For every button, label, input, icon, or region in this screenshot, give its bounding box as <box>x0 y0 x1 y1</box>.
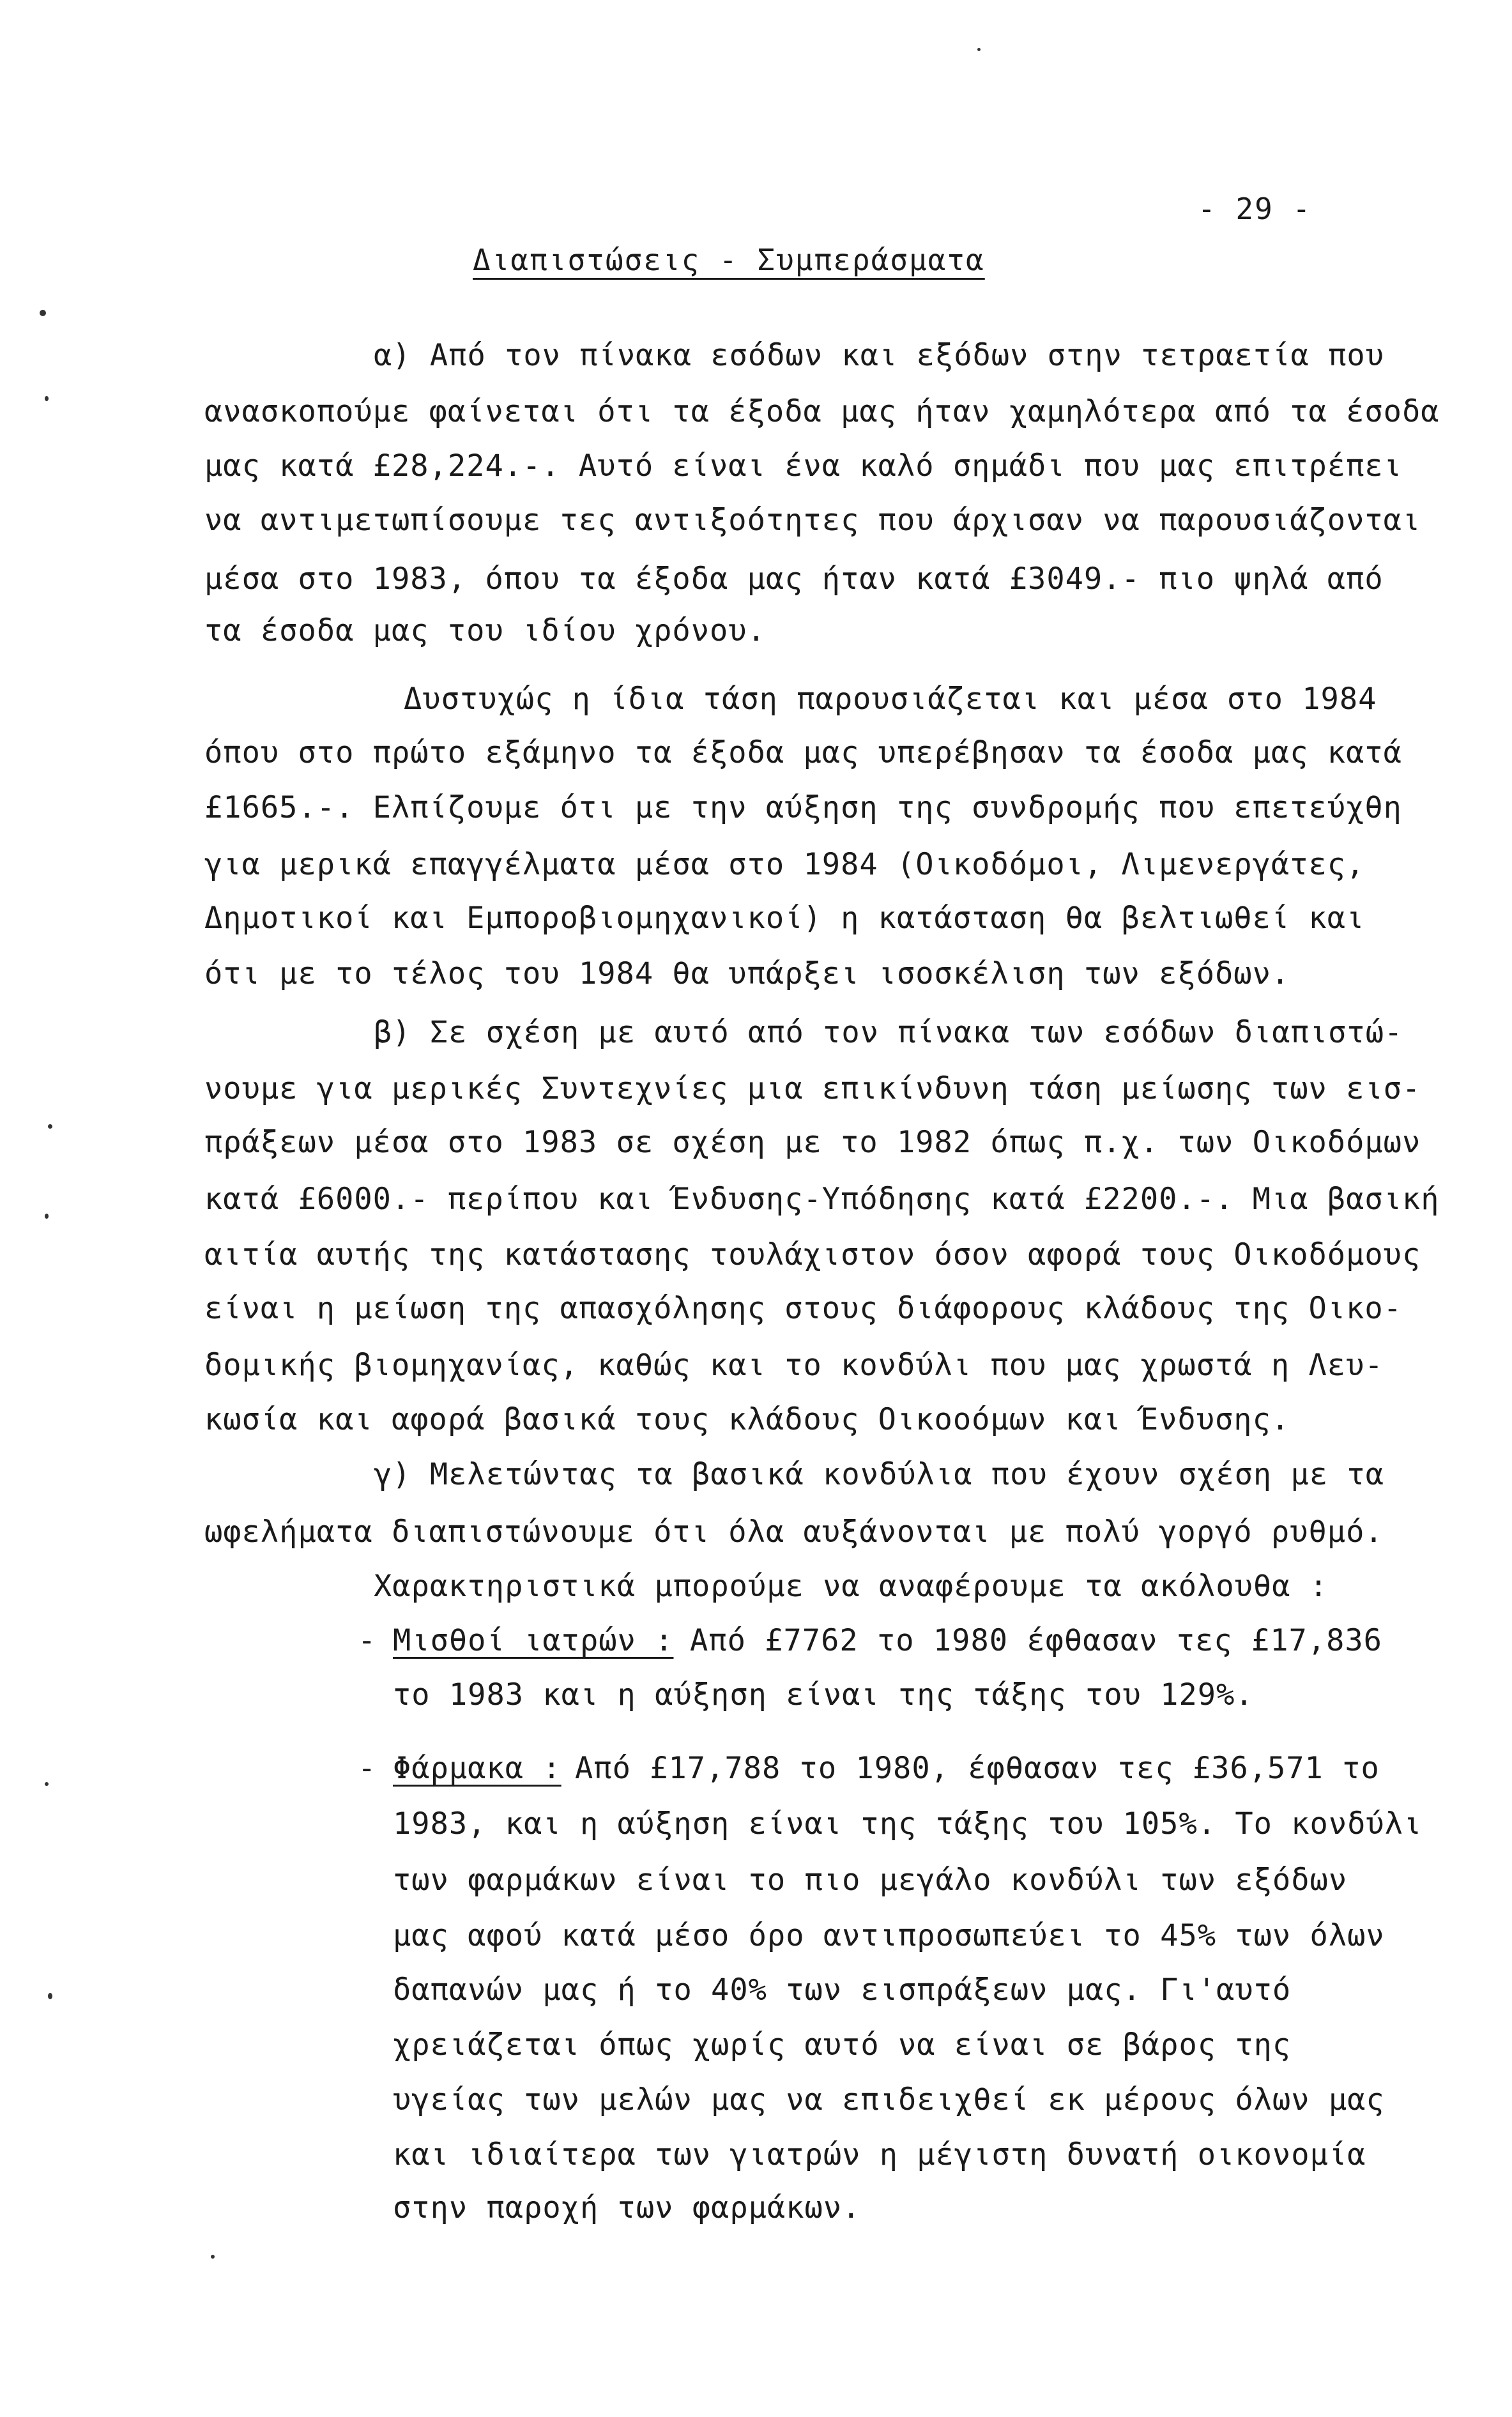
page-number: - 29 - <box>1198 192 1312 226</box>
bullet-line: και ιδιαίτερα των γιατρών η μέγιστη δυνατή οικονομία <box>393 2137 1366 2172</box>
scan-speck <box>45 396 49 401</box>
bullet-line: υγείας των μελών μας να επιδειχθεί εκ μέρους όλων μας <box>393 2082 1385 2117</box>
paragraph-line: νουμε για μερικές Συντεχνίες μια επικίνδυνη τάση μείωσης των εισ- <box>204 1071 1421 1106</box>
scan-speck <box>211 2255 215 2259</box>
paragraph-line: ανασκοπούμε φαίνεται ότι τα έξοδα μας ήταν χαμηλότερα από τα έσοδα <box>204 394 1440 429</box>
bullet-line: των φαρμάκων είναι το πιο μεγάλο κονδύλι των εξόδων <box>393 1863 1348 1898</box>
paragraph-line: Δυστυχώς η ίδια τάση παρουσιάζεται και μέσα στο 1984 <box>404 682 1377 717</box>
paragraph-line: είναι η μείωση της απασχόλησης στους διάφορους κλάδους της Οικο- <box>204 1291 1402 1326</box>
scan-speck <box>45 1214 49 1219</box>
bullet-label: Μισθοί ιατρών : <box>393 1623 674 1658</box>
paragraph-line: αιτία αυτής της κατάστασης τουλάχιστον όσον αφορά τους Οικοδόμους <box>204 1237 1421 1272</box>
paragraph-line: πράξεων μέσα στο 1983 σε σχέση με το 1982 όπως π.χ. των Οικοδόμων <box>204 1125 1421 1160</box>
paragraph-line: μέσα στο 1983, όπου τα έξοδα μας ήταν κατά £3049.- πιο ψηλά από <box>204 561 1384 597</box>
paragraph-line: ωφελήματα διαπιστώνουμε ότι όλα αυξάνονται με πολύ γοργό ρυθμό. <box>204 1514 1384 1550</box>
paragraph-line: τα έσοδα μας του ιδίου χρόνου. <box>204 613 766 648</box>
paragraph-line: μας κατά £28,224.-. Αυτό είναι ένα καλό σημάδι που μας επιτρέπει <box>204 448 1402 484</box>
paragraph-line: γ) Μελετώντας τα βασικά κονδύλια που έχουν σχέση με τα <box>374 1457 1385 1492</box>
bullet-line: 1983, και η αύξηση είναι της τάξης του 105%. Το κονδύλι <box>393 1806 1423 1841</box>
paragraph-line: Χαρακτηριστικά μπορούμε να αναφέρουμε τα ακόλουθα : <box>374 1569 1329 1604</box>
paragraph-line: β) Σε σχέση με αυτό από τον πίνακα των εσόδων διαπιστώ- <box>374 1015 1403 1050</box>
paragraph-line: κωσία και αφορά βασικά τους κλάδους Οικοοόμων και Ένδυσης. <box>204 1402 1290 1437</box>
scan-speck <box>48 1124 52 1129</box>
paragraph-line: για μερικά επαγγέλματα μέσα στο 1984 (Οικοδόμοι, Λιμενεργάτες, <box>204 847 1365 882</box>
paragraph-line: £1665.-. Ελπίζουμε ότι με την αύξηση της συνδρομής που επετεύχθη <box>204 790 1402 825</box>
bullet-line: στην παροχή των φαρμάκων. <box>393 2190 861 2225</box>
bullet-line: Από £7762 το 1980 έφθασαν τες £17,836 <box>690 1623 1382 1658</box>
scan-speck <box>48 1993 52 1999</box>
bullet-line: το 1983 και η αύξηση είναι της τάξης του 129%. <box>393 1677 1254 1712</box>
bullet-line: χρειάζεται όπως χωρίς αυτό να είναι σε βάρος της <box>393 2027 1292 2062</box>
paragraph-line: όπου στο πρώτο εξάμηνο τα έξοδα μας υπερέβησαν τα έσοδα μας κατά <box>204 735 1402 770</box>
paragraph-line: Δημοτικοί και Εμποροβιομηχανικοί) η κατάσταση θα βελτιωθεί και <box>204 901 1365 936</box>
bullet-line: Από £17,788 το 1980, έφθασαν τες £36,571 το <box>575 1751 1380 1786</box>
bullet-label: Φάρμακα : <box>393 1751 561 1786</box>
scan-speck <box>40 310 46 316</box>
paragraph-line: ότι με το τέλος του 1984 θα υπάρξει ισοσκέλιση των εξόδων. <box>204 956 1290 991</box>
bullet-dash: - <box>358 1623 377 1658</box>
scan-speck <box>977 48 981 51</box>
paragraph-line: κατά £6000.- περίπου και Ένδυσης-Υπόδησης κατά £2200.-. Μια βασική <box>204 1182 1440 1217</box>
page-title: Διαπιστώσεις - Συμπεράσματα <box>473 243 985 277</box>
bullet-line: μας αφού κατά μέσο όρο αντιπροσωπεύει το 45% των όλων <box>393 1918 1385 1953</box>
paragraph-line: να αντιμετωπίσουμε τες αντιξοότητες που άρχισαν να παρουσιάζονται <box>204 503 1421 538</box>
paragraph-line: α) Από τον πίνακα εσόδων και εξόδων στην τετραετία που <box>374 338 1385 373</box>
paragraph-line: δομικής βιομηχανίας, καθώς και το κονδύλι που μας χρωστά η Λευ- <box>204 1348 1384 1383</box>
bullet-dash: - <box>358 1751 377 1786</box>
bullet-line: δαπανών μας ή το 40% των εισπράξεων μας. Γι'αυτό <box>393 1972 1292 2008</box>
scan-speck <box>45 1782 49 1786</box>
